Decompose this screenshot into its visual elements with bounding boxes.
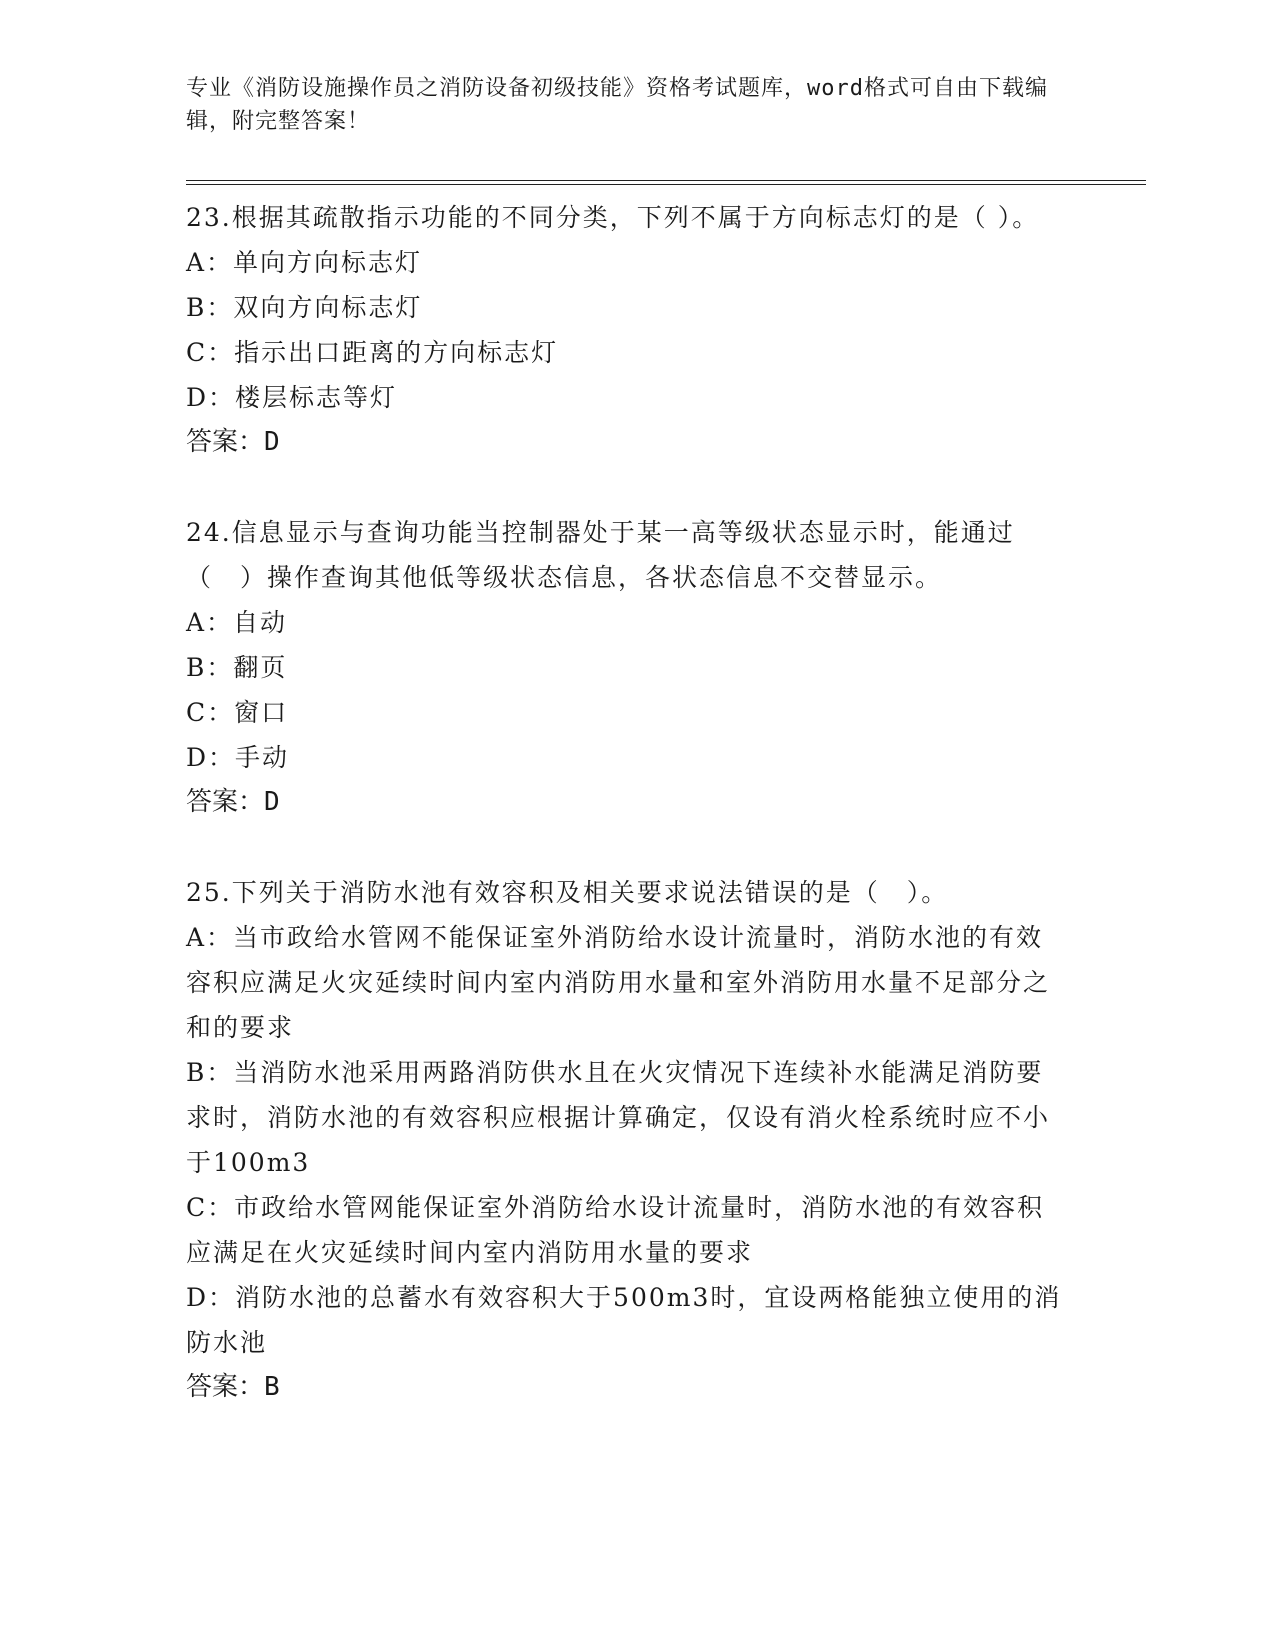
option-a: A：自动: [186, 608, 288, 637]
question-24: [186, 510, 1146, 824]
document-header: 专业《消防设施操作员之消防设备初级技能》资格考试题库，word格式可自由下载编辑，附完整答案！: [186, 76, 1048, 134]
header-divider: [186, 180, 1146, 185]
question-stem: 24.信息显示与查询功能当控制器处于某一高等级状态显示时，能通过（ ）操作查询其他低等级状态信息，各状态信息不交替显示。: [186, 518, 1015, 592]
option-c: C：指示出口距离的方向标志灯: [186, 338, 559, 367]
question-25: [186, 870, 1146, 1409]
option-b: B：翻页: [186, 653, 288, 682]
answer-line: 答案：D: [186, 787, 280, 817]
option-a: A：单向方向标志灯: [186, 248, 423, 277]
question-23: [186, 195, 1146, 464]
option-c: C：市政给水管网能保证室外消防给水设计流量时，消防水池的有效容积应满足在火灾延续时间内室内消防用水量的要求: [186, 1193, 1045, 1267]
option-b: B：双向方向标志灯: [186, 293, 423, 322]
option-d: D：楼层标志等灯: [186, 383, 398, 412]
document-page: [186, 72, 1146, 1409]
answer-line: 答案：D: [186, 427, 280, 457]
option-d: D：手动: [186, 743, 290, 772]
question-stem: 23.根据其疏散指示功能的不同分类，下列不属于方向标志灯的是（ ）。: [186, 203, 1040, 232]
option-d: D：消防水池的总蓄水有效容积大于500m3时，宜设两格能独立使用的消防水池: [186, 1283, 1062, 1357]
answer-line: 答案：B: [186, 1372, 280, 1402]
question-stem: 25.下列关于消防水池有效容积及相关要求说法错误的是（ ）。: [186, 878, 949, 907]
option-a: A：当市政给水管网不能保证室外消防给水设计流量时，消防水池的有效容积应满足火灾延续时间内室内消防用水量和室外消防用水量不足部分之和的要求: [186, 923, 1051, 1042]
option-b: B：当消防水池采用两路消防供水且在火灾情况下连续补水能满足消防要求时，消防水池的有效容积应根据计算确定，仅设有消火栓系统时应不小于100m3: [186, 1058, 1051, 1177]
question-spacer: [186, 464, 1146, 510]
option-c: C：窗口: [186, 698, 289, 727]
question-spacer: [186, 824, 1146, 870]
